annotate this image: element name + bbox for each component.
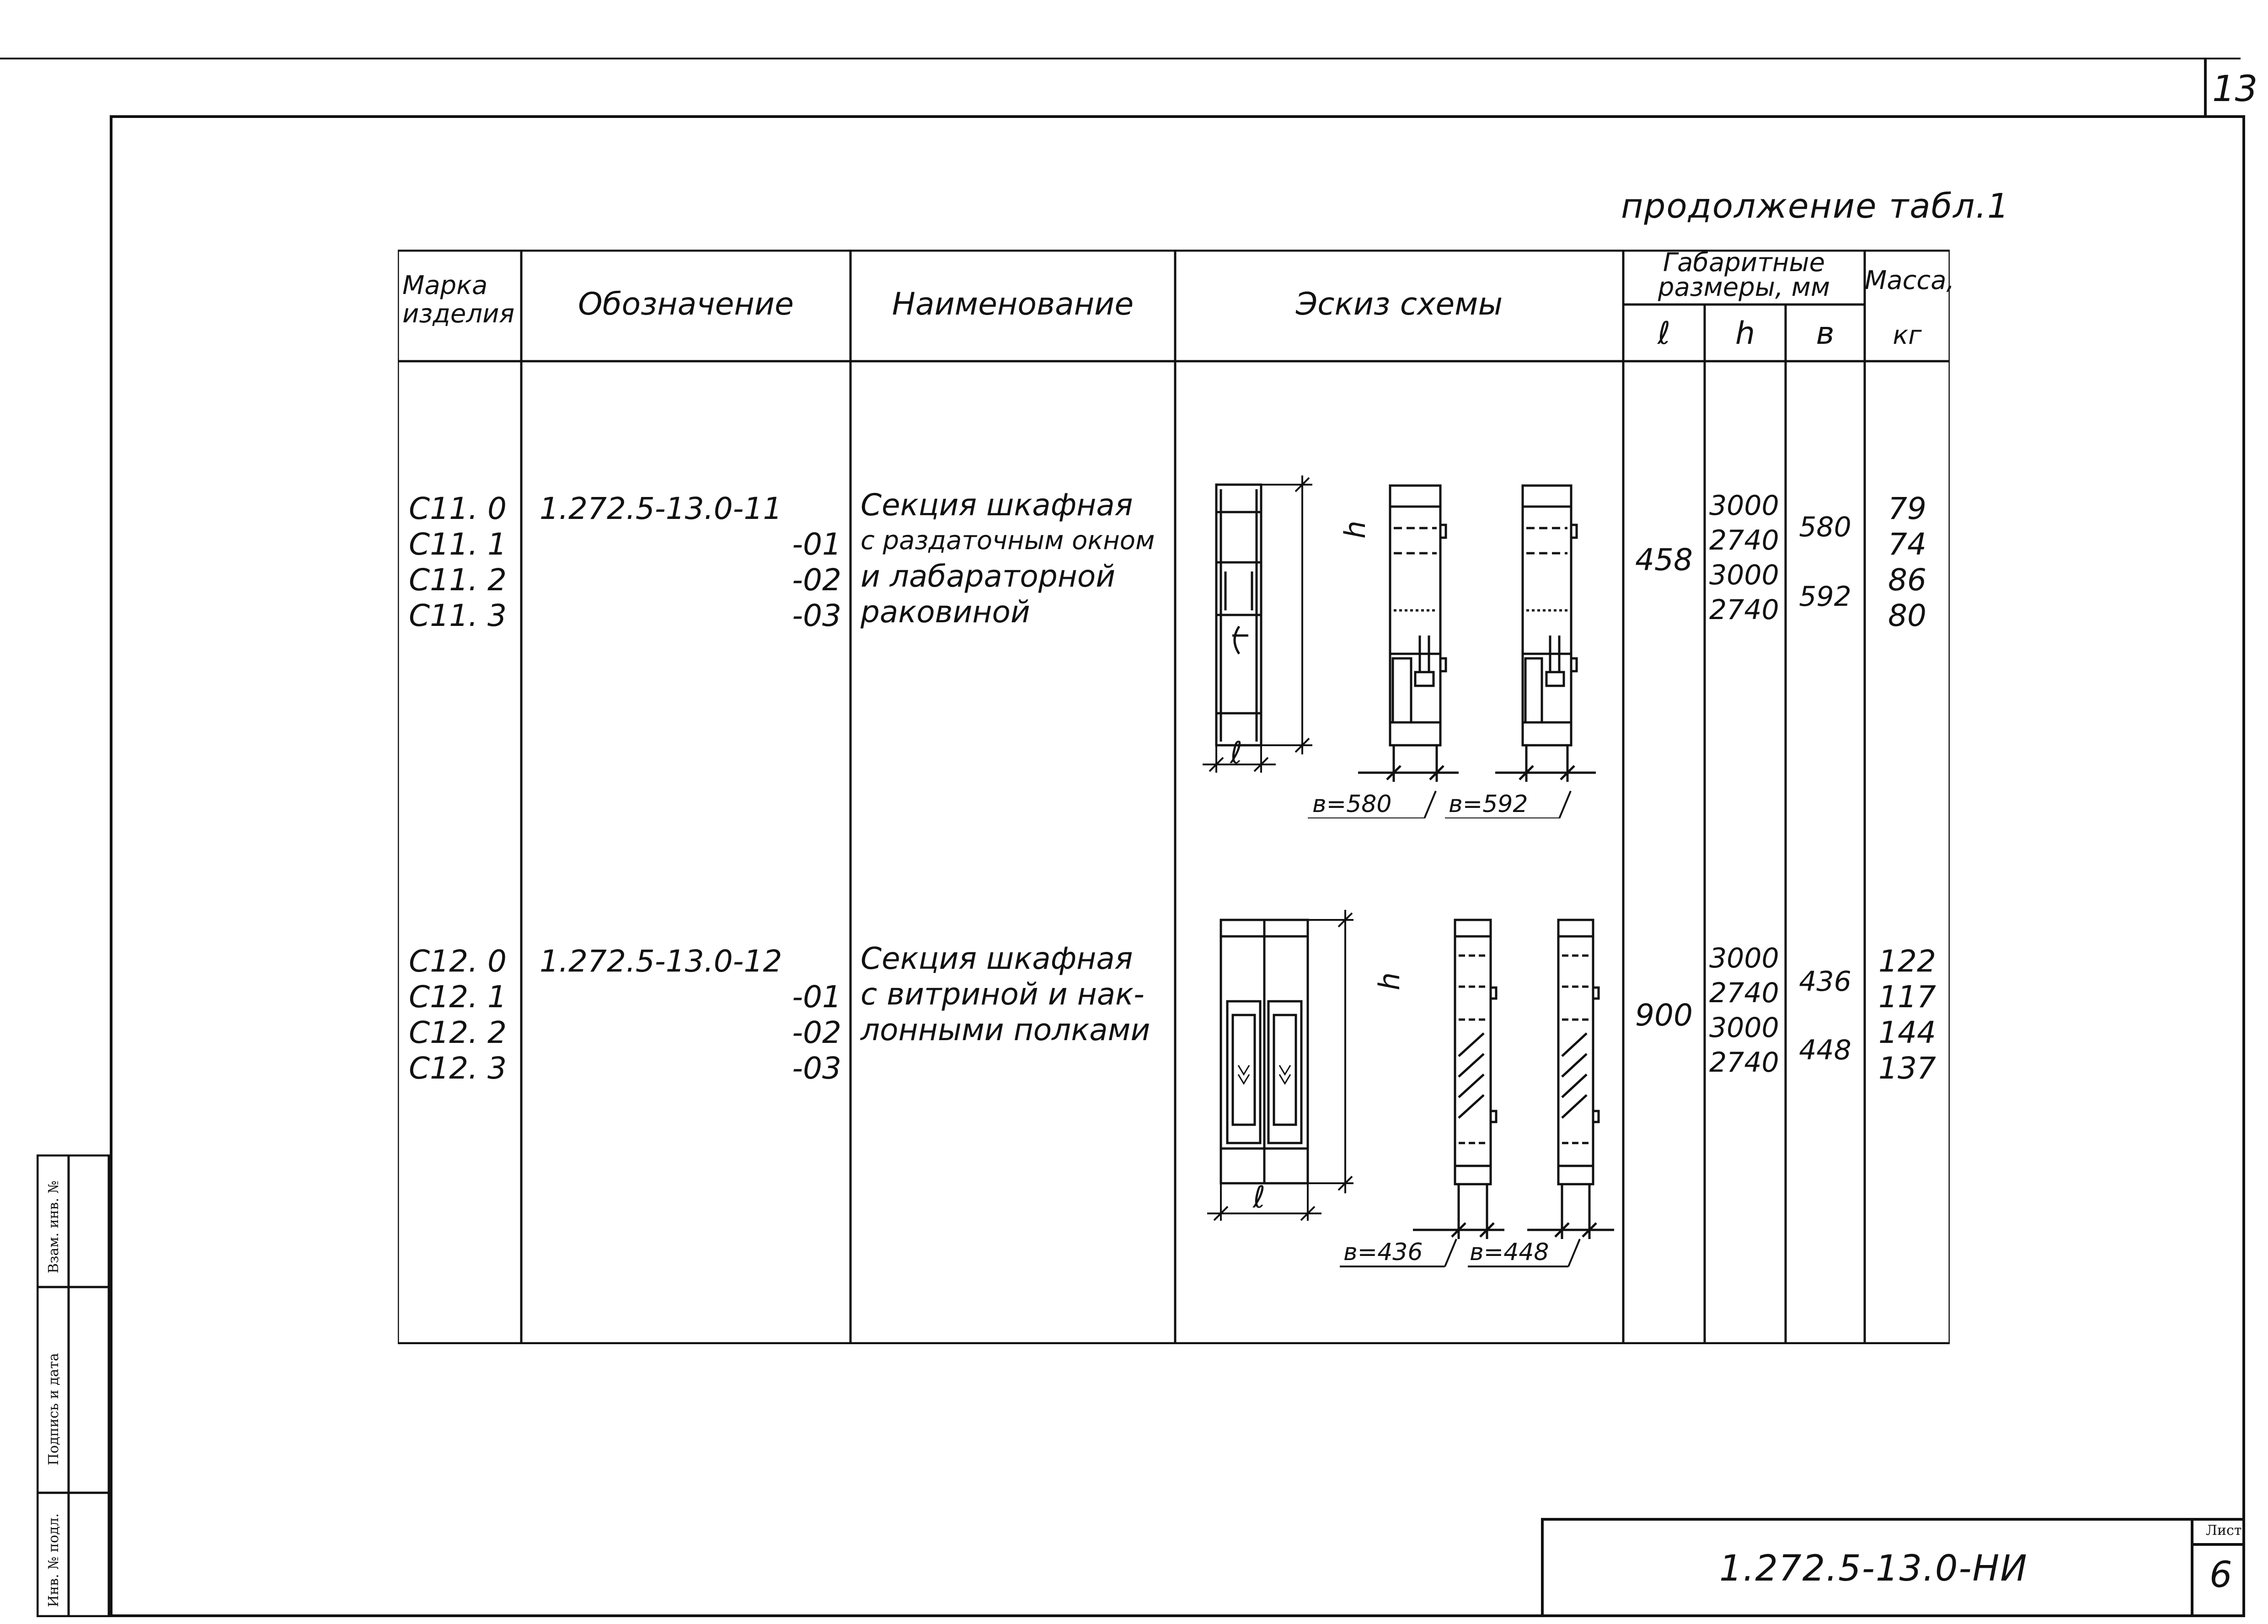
row2-designation-main: 1.272.5-13.0-12 — [540, 944, 782, 979]
top-trim-rule — [0, 58, 2241, 59]
row2-name-line-2: с витриной и нак- — [861, 977, 1145, 1012]
row2-sketch-b2-label: в=448 — [1470, 1239, 1549, 1266]
header-name: Наименование — [892, 286, 1134, 322]
row1-sketch-h-label: h — [1338, 520, 1372, 539]
row2-mark-3: С12. 3 — [409, 1051, 507, 1086]
binding-field-signature-date: Подпись и дата — [46, 1353, 62, 1465]
header-mass: Масса, — [1865, 266, 1955, 295]
row1-mass-1: 74 — [1888, 527, 1926, 562]
row2-designation-suffix-3: -03 — [792, 1051, 841, 1086]
header-dim-h: h — [1735, 315, 1755, 352]
table-grid-lines — [398, 250, 1955, 1344]
row1-dim-h-1: 2740 — [1709, 524, 1779, 556]
specification-table — [398, 248, 1955, 1344]
row1-mass-2: 86 — [1888, 562, 1926, 598]
row1-name-line-2: с раздаточным окном — [861, 526, 1155, 556]
row1-sketch-b1-label: в=580 — [1312, 791, 1392, 818]
row2-mass-2: 144 — [1878, 1015, 1936, 1050]
row2-dim-b-0: 436 — [1799, 966, 1851, 998]
row2-dim-h-2: 3000 — [1709, 1012, 1779, 1044]
row1-side-view-b — [1495, 486, 1596, 782]
table-continuation-caption: продолжение табл.1 — [1621, 187, 2010, 226]
row1-mass-0: 79 — [1888, 491, 1926, 526]
row1-dim-h-0: 3000 — [1709, 490, 1779, 522]
row2-mass-1: 117 — [1878, 979, 1936, 1015]
row1-dim-b-1: 592 — [1799, 581, 1851, 613]
row2-dim-l: 900 — [1635, 998, 1693, 1033]
row2-dim-h-1: 2740 — [1709, 977, 1779, 1009]
row1-front-view — [1216, 485, 1261, 745]
header-mark: Марка изделия — [402, 271, 515, 329]
row2-sketch-b1-label: в=436 — [1343, 1239, 1423, 1266]
header-overall-dimensions: Габаритные размеры, мм — [1658, 248, 1830, 302]
row2-mark-2: С12. 2 — [409, 1015, 507, 1050]
header-sketch: Эскиз схемы — [1295, 286, 1503, 322]
sheet-label: Лист — [2206, 1522, 2242, 1539]
row1-designation-suffix-1: -01 — [792, 527, 841, 562]
row1-side-view-a — [1358, 486, 1459, 782]
row2-mark-0: С12. 0 — [409, 944, 507, 979]
row2-front-view — [1221, 920, 1308, 1183]
row1-mark-2: С11. 2 — [409, 562, 507, 598]
row2-sketch-l-label: ℓ — [1253, 1180, 1266, 1215]
header-designation: Обозначение — [578, 286, 794, 322]
row1-sketch-b2-label: в=592 — [1449, 791, 1528, 818]
corner-number-divider — [2204, 58, 2207, 115]
row1-designation-suffix-3: -03 — [792, 598, 841, 633]
row1-mass-3: 80 — [1888, 598, 1926, 633]
row1-name-line-3: и лабараторной — [861, 559, 1116, 594]
row2-mass-3: 137 — [1878, 1051, 1936, 1086]
row1-name-line-1: Секция шкафная — [861, 487, 1133, 523]
sheet-number: 6 — [2209, 1555, 2232, 1596]
row2-height-dimension — [1308, 910, 1353, 1193]
row2-name-line-3: лонными полками — [861, 1012, 1150, 1047]
row2-mass-0: 122 — [1878, 944, 1936, 979]
row1-mark-0: С11. 0 — [409, 491, 507, 526]
document-code: 1.272.5-13.0-НИ — [1719, 1548, 2028, 1589]
row1-name-line-4: раковиной — [861, 594, 1030, 630]
row1-mark-3: С11. 3 — [409, 598, 507, 633]
row2-name-line-1: Секция шкафная — [861, 941, 1133, 976]
row1-designation-suffix-2: -02 — [792, 562, 841, 598]
row2-mark-1: С12. 1 — [409, 979, 507, 1015]
row2-dim-h-0: 3000 — [1709, 942, 1779, 974]
header-dim-b: в — [1816, 315, 1835, 352]
row2-sketch-h-label: h — [1373, 972, 1406, 990]
row1-dim-l: 458 — [1635, 542, 1693, 577]
row2-side-view-b — [1527, 920, 1614, 1239]
page-corner-number: 13 — [2212, 69, 2258, 110]
row2-dim-b-1: 448 — [1799, 1034, 1851, 1066]
row1-dim-h-2: 3000 — [1709, 559, 1779, 591]
binding-field-replacement-inv: Взам. инв. № — [46, 1180, 62, 1273]
row1-mark-1: С11. 1 — [409, 527, 507, 562]
row2-dim-h-3: 2740 — [1709, 1047, 1779, 1079]
row1-height-dimension — [1261, 475, 1312, 754]
header-mass-unit: кг — [1893, 321, 1922, 350]
row1-sketch-l-label: ℓ — [1230, 735, 1243, 770]
row2-designation-suffix-2: -02 — [792, 1015, 841, 1050]
row2-side-view-a — [1413, 920, 1504, 1239]
binding-field-original-inv: Инв. № подл. — [46, 1513, 62, 1607]
row2-sketch — [1175, 818, 1623, 1276]
row1-designation-main: 1.272.5-13.0-11 — [540, 491, 782, 526]
header-dim-l: ℓ — [1657, 315, 1671, 352]
row1-dim-b-0: 580 — [1799, 511, 1851, 543]
binding-margin-stamp — [37, 1154, 110, 1617]
row2-designation-suffix-1: -01 — [792, 979, 841, 1015]
row1-dim-h-3: 2740 — [1709, 594, 1779, 626]
